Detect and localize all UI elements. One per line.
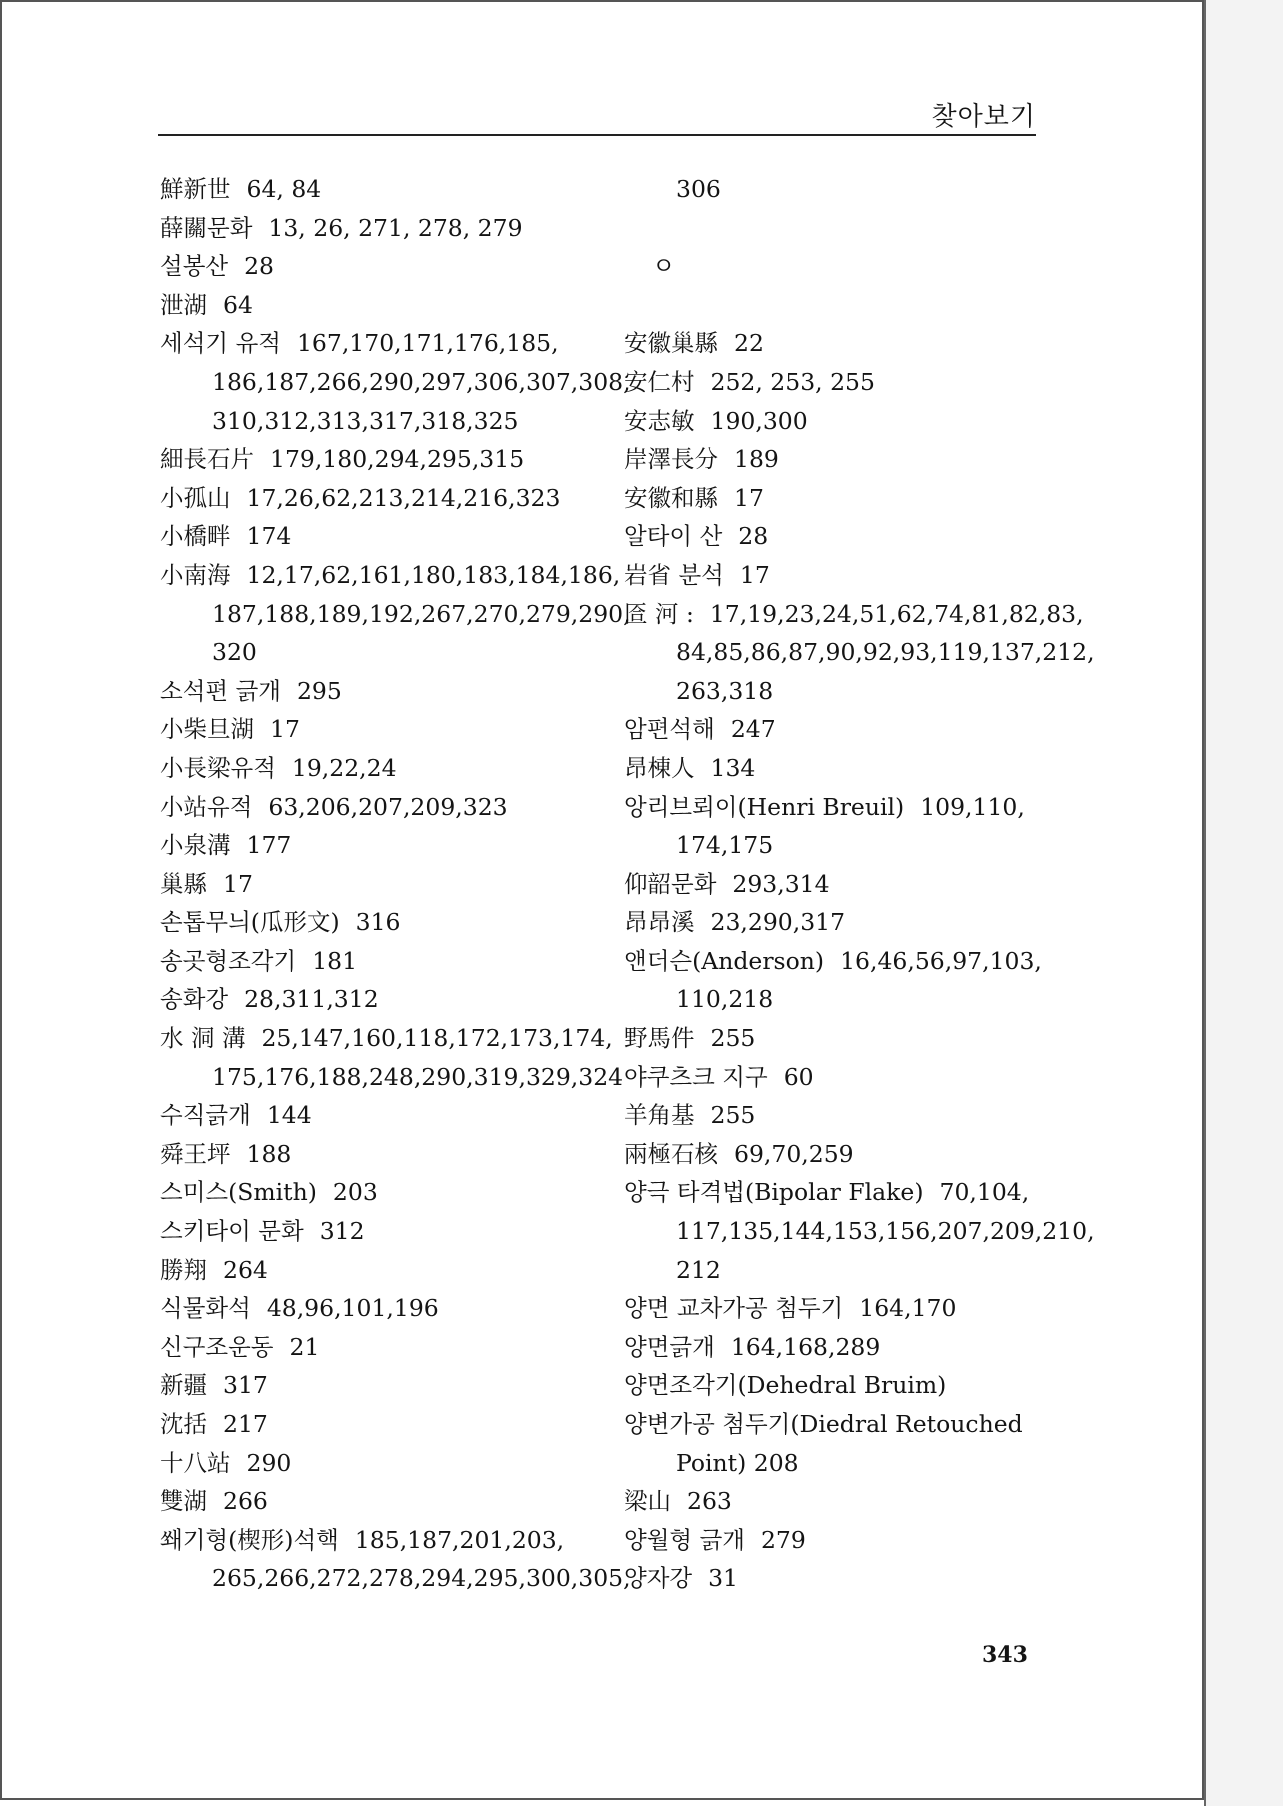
index-entry-continuation bbox=[160, 1559, 631, 1598]
index-term: 細長石片 bbox=[160, 445, 254, 474]
index-entry bbox=[624, 1482, 1054, 1521]
index-term: 小南海 bbox=[160, 560, 231, 589]
index-term: 安徽和縣 bbox=[624, 483, 718, 512]
index-page-refs: 69,70,259 bbox=[734, 1139, 854, 1168]
index-page-refs: 17 bbox=[734, 483, 764, 512]
index-term: 알타이 산 bbox=[624, 522, 723, 551]
index-entry-continuation bbox=[624, 1251, 1054, 1290]
index-term: 舜王坪 bbox=[160, 1139, 231, 1168]
index-page-refs: 290 bbox=[246, 1448, 292, 1477]
index-entry bbox=[160, 1405, 600, 1444]
index-term: 양면긁개 bbox=[624, 1332, 715, 1361]
index-term: 雙湖 bbox=[160, 1487, 207, 1516]
index-page-refs: 317 bbox=[223, 1371, 268, 1400]
index-entry bbox=[160, 1212, 600, 1251]
index-entry bbox=[160, 1521, 600, 1560]
index-term: 쐐기형(楔形)석핵 bbox=[160, 1525, 339, 1554]
index-entry bbox=[624, 1058, 1054, 1097]
index-term: 巢縣 bbox=[160, 869, 207, 898]
index-entry bbox=[160, 672, 600, 711]
index-page-refs: 310,312,313,317,318,325 bbox=[212, 406, 519, 435]
index-page-refs: 203 bbox=[332, 1178, 378, 1207]
index-page-refs: 144 bbox=[266, 1101, 312, 1130]
index-entry bbox=[160, 1366, 600, 1405]
index-entry bbox=[624, 479, 1054, 518]
index-entry bbox=[624, 749, 1054, 788]
index-entry-continuation bbox=[624, 826, 1054, 865]
index-page-refs: 25,147,160,118,172,173,174, bbox=[261, 1024, 613, 1053]
index-page-refs: 110,218 bbox=[676, 985, 774, 1014]
index-page-refs: 174,175 bbox=[676, 831, 774, 860]
index-page-refs: 16,46,56,97,103, bbox=[840, 946, 1042, 975]
index-page-refs: 164,170 bbox=[859, 1294, 957, 1323]
index-term: 식물화석 bbox=[160, 1294, 251, 1323]
index-page-refs: 64, 84 bbox=[246, 175, 322, 203]
index-page-refs: 17 bbox=[739, 560, 770, 589]
index-page-refs: 306 bbox=[676, 175, 721, 203]
index-term: 野馬件 bbox=[624, 1024, 695, 1053]
index-entry bbox=[160, 324, 600, 363]
index-term: 앤더슨(Anderson) bbox=[624, 946, 825, 975]
index-page-refs: 293,314 bbox=[732, 869, 830, 898]
index-term: 양면조각기(Dehedral Bruim) bbox=[624, 1371, 947, 1400]
index-page-refs: 21 bbox=[289, 1332, 320, 1361]
index-page-refs: 70,104, bbox=[939, 1178, 1030, 1207]
index-entry bbox=[160, 1019, 613, 1058]
index-page-refs: 263 bbox=[687, 1487, 732, 1516]
index-term: 小孤山 bbox=[160, 483, 231, 512]
index-term: 安徽巢縣 bbox=[624, 329, 718, 358]
index-entry bbox=[160, 865, 600, 904]
index-page-refs: 320 bbox=[212, 638, 257, 667]
index-entry bbox=[624, 1328, 1054, 1367]
index-term: 昂棟人 bbox=[624, 753, 695, 782]
index-entry-continuation bbox=[624, 1212, 1095, 1251]
index-entry-continuation bbox=[160, 402, 600, 441]
index-entry bbox=[624, 788, 1054, 827]
index-entry bbox=[624, 556, 1054, 595]
index-entry bbox=[624, 402, 1054, 441]
index-page-refs: 31 bbox=[708, 1564, 739, 1593]
index-entry bbox=[160, 1173, 600, 1212]
index-page-refs: 255 bbox=[710, 1024, 756, 1053]
index-term: 仰韶문화 bbox=[624, 869, 717, 898]
index-term: 昂昂溪 bbox=[624, 908, 695, 937]
running-header bbox=[158, 94, 1036, 136]
index-term: 安仁村 bbox=[624, 367, 695, 396]
index-page-refs: 17,19,23,24,51,62,74,81,82,83, bbox=[709, 599, 1084, 628]
index-entry bbox=[160, 1289, 600, 1328]
index-term: 匼 河 : bbox=[624, 599, 694, 628]
index-entry bbox=[624, 865, 1054, 904]
section-letter: ㅇ bbox=[652, 252, 676, 281]
index-entry bbox=[624, 324, 1054, 363]
index-entry bbox=[160, 556, 621, 595]
index-term: 小泉溝 bbox=[160, 831, 231, 860]
index-page-refs: 263,318 bbox=[676, 676, 774, 705]
index-page-refs: 295 bbox=[296, 676, 342, 705]
index-entry bbox=[624, 440, 1054, 479]
index-term: 신구조운동 bbox=[160, 1332, 274, 1361]
index-page-refs: 265,266,272,278,294,295,300,305, bbox=[212, 1564, 631, 1593]
index-entry bbox=[624, 1135, 1054, 1174]
index-entry-continuation bbox=[624, 980, 1054, 1019]
index-term: 小長梁유적 bbox=[160, 753, 276, 782]
index-term: 十八站 bbox=[160, 1448, 231, 1477]
index-page-refs: 117,135,144,153,156,207,209,210, bbox=[676, 1217, 1095, 1246]
index-page-refs: 22 bbox=[734, 329, 764, 358]
index-page-refs: 279 bbox=[760, 1525, 806, 1554]
index-page-refs: 28 bbox=[738, 522, 769, 551]
index-term: 兩極石核 bbox=[624, 1139, 718, 1168]
index-entry bbox=[160, 209, 600, 248]
index-page-refs: 252, 253, 255 bbox=[710, 367, 875, 396]
index-entry bbox=[624, 942, 1054, 981]
index-term: 소석편 긁개 bbox=[160, 676, 281, 705]
index-page-refs: 28 bbox=[244, 252, 275, 281]
index-term: 손톱무늬(瓜形文) bbox=[160, 908, 340, 937]
index-entry bbox=[160, 903, 600, 942]
index-entry bbox=[160, 1444, 600, 1483]
index-entry bbox=[624, 1559, 1054, 1598]
index-entry bbox=[160, 1482, 600, 1521]
index-page-refs: 217 bbox=[223, 1410, 268, 1438]
index-page-refs: 255 bbox=[710, 1101, 756, 1130]
index-page-refs: 48,96,101,196 bbox=[266, 1294, 439, 1323]
index-page-refs: 63,206,207,209,323 bbox=[268, 792, 508, 821]
index-page-refs: 12,17,62,161,180,183,184,186, bbox=[246, 560, 621, 589]
index-page-refs: 64 bbox=[223, 290, 253, 319]
index-entry bbox=[624, 363, 1054, 402]
index-term: 양월형 긁개 bbox=[624, 1525, 745, 1554]
index-term: 암편석해 bbox=[624, 715, 715, 744]
index-page-refs: 177 bbox=[246, 831, 292, 860]
index-term: 양변가공 첨두기(Diedral Retouched bbox=[624, 1410, 1023, 1438]
index-entry bbox=[160, 826, 600, 865]
index-entry bbox=[160, 247, 600, 286]
index-entry bbox=[624, 1366, 1054, 1405]
index-term: 小站유적 bbox=[160, 792, 253, 821]
index-entry bbox=[160, 286, 600, 325]
index-page-refs: 189 bbox=[734, 445, 779, 474]
index-page-refs: 212 bbox=[676, 1255, 721, 1284]
index-entry-continuation bbox=[160, 633, 600, 672]
index-entry-continuation bbox=[160, 595, 631, 634]
index-term: 스키타이 문화 bbox=[160, 1217, 304, 1246]
index-entry bbox=[624, 903, 1054, 942]
index-entry bbox=[624, 710, 1054, 749]
index-entry-continuation bbox=[624, 672, 1054, 711]
index-entry bbox=[160, 170, 600, 209]
index-term: 羊角基 bbox=[624, 1101, 695, 1130]
index-term: 薛關문화 bbox=[160, 213, 253, 242]
index-term: 스미스(Smith) bbox=[160, 1178, 317, 1207]
viewer-gutter bbox=[1204, 0, 1283, 1806]
index-entry bbox=[624, 1405, 1054, 1444]
index-page-refs: 167,170,171,176,185, bbox=[296, 329, 559, 358]
index-page-refs: 186,187,266,290,297,306,307,308, bbox=[212, 367, 631, 396]
index-term: 세석기 유적 bbox=[160, 329, 281, 358]
index-term: 양자강 bbox=[624, 1564, 693, 1593]
index-page-refs: 247 bbox=[730, 715, 776, 744]
index-term: 岩省 분석 bbox=[624, 560, 724, 589]
index-page-refs: 17 bbox=[270, 715, 300, 744]
index-term: 小柴旦湖 bbox=[160, 715, 254, 744]
index-page-refs: 134 bbox=[710, 753, 756, 782]
index-entry bbox=[160, 1328, 600, 1367]
index-column-left bbox=[160, 170, 631, 1598]
index-entry bbox=[160, 788, 600, 827]
index-entry bbox=[160, 1096, 600, 1135]
index-entry-continuation bbox=[624, 1444, 1054, 1483]
index-page-refs: 181 bbox=[312, 946, 358, 975]
index-page-refs: Point) 208 bbox=[676, 1448, 799, 1477]
index-entry bbox=[160, 1251, 600, 1290]
index-page-refs: 109,110, bbox=[920, 792, 1025, 821]
index-entry bbox=[624, 1289, 1054, 1328]
index-page-refs: 28,311,312 bbox=[244, 985, 379, 1014]
index-page-refs: 164,168,289 bbox=[730, 1332, 881, 1361]
index-entry bbox=[160, 942, 600, 981]
index-entry bbox=[160, 749, 600, 788]
index-term: 설봉산 bbox=[160, 252, 229, 281]
index-page-refs: 316 bbox=[355, 908, 401, 937]
index-page-refs: 60 bbox=[783, 1062, 814, 1091]
index-page-refs: 188 bbox=[246, 1139, 292, 1168]
blank-line bbox=[624, 286, 1054, 325]
index-entry-continuation bbox=[160, 363, 631, 402]
index-term: 沈括 bbox=[160, 1410, 207, 1438]
blank-line bbox=[624, 209, 1054, 248]
index-page-refs: 312 bbox=[319, 1217, 365, 1246]
index-term: 수직긁개 bbox=[160, 1101, 251, 1130]
index-entry bbox=[160, 710, 600, 749]
header-title: 찾아보기 bbox=[931, 102, 1036, 132]
index-entry bbox=[624, 1019, 1054, 1058]
index-page-refs: 175,176,188,248,290,319,329,324 bbox=[212, 1062, 624, 1091]
index-entry bbox=[160, 1135, 600, 1174]
index-page-refs: 179,180,294,295,315 bbox=[270, 445, 525, 474]
index-term: 小橋畔 bbox=[160, 522, 231, 551]
index-term: 야쿠츠크 지구 bbox=[624, 1062, 768, 1091]
index-term: 新疆 bbox=[160, 1371, 207, 1400]
index-entry bbox=[624, 1521, 1054, 1560]
index-entry bbox=[160, 440, 600, 479]
index-entry-continuation bbox=[160, 1058, 624, 1097]
index-page-refs: 264 bbox=[223, 1255, 268, 1284]
index-term: 勝翔 bbox=[160, 1255, 207, 1284]
index-section-letter bbox=[624, 247, 1054, 286]
page-number: 343 bbox=[982, 1642, 1028, 1668]
index-page-refs: 84,85,86,87,90,92,93,119,137,212, bbox=[676, 638, 1095, 667]
index-page-refs: 187,188,189,192,267,270,279,290, bbox=[212, 599, 631, 628]
index-entry bbox=[160, 980, 600, 1019]
index-page-refs: 17 bbox=[223, 869, 253, 898]
index-term: 岸澤長分 bbox=[624, 445, 718, 474]
index-entry bbox=[160, 479, 600, 518]
index-page-refs: 17,26,62,213,214,216,323 bbox=[246, 483, 561, 512]
index-entry bbox=[160, 517, 600, 556]
index-page-refs: 185,187,201,203, bbox=[354, 1525, 565, 1554]
index-term: 양극 타격법(Bipolar Flake) bbox=[624, 1178, 924, 1207]
index-entry-continuation bbox=[624, 633, 1095, 672]
index-entry bbox=[624, 1096, 1054, 1135]
index-page-refs: 19,22,24 bbox=[291, 753, 397, 782]
index-entry bbox=[624, 517, 1054, 556]
index-term: 송화강 bbox=[160, 985, 229, 1014]
index-term: 양면 교차가공 첨두기 bbox=[624, 1294, 844, 1323]
index-page-refs: 266 bbox=[223, 1487, 268, 1516]
index-term: 鮮新世 bbox=[160, 175, 231, 203]
index-term: 梁山 bbox=[624, 1487, 671, 1516]
index-page-refs: 13, 26, 271, 278, 279 bbox=[268, 213, 523, 242]
index-column-right bbox=[624, 170, 1095, 1598]
index-term: 泄湖 bbox=[160, 290, 207, 319]
index-term: 水 洞 溝 bbox=[160, 1024, 246, 1053]
index-term: 송곳형조각기 bbox=[160, 946, 297, 975]
index-page-refs: 174 bbox=[246, 522, 292, 551]
index-entry bbox=[624, 1173, 1054, 1212]
index-page-refs: 190,300 bbox=[710, 406, 808, 435]
index-page-refs: 23,290,317 bbox=[710, 908, 846, 937]
index-term: 앙리브뢰이(Henri Breuil) bbox=[624, 792, 905, 821]
index-entry-continuation bbox=[624, 170, 1054, 209]
index-term: 安志敏 bbox=[624, 406, 695, 435]
index-entry bbox=[624, 595, 1084, 634]
